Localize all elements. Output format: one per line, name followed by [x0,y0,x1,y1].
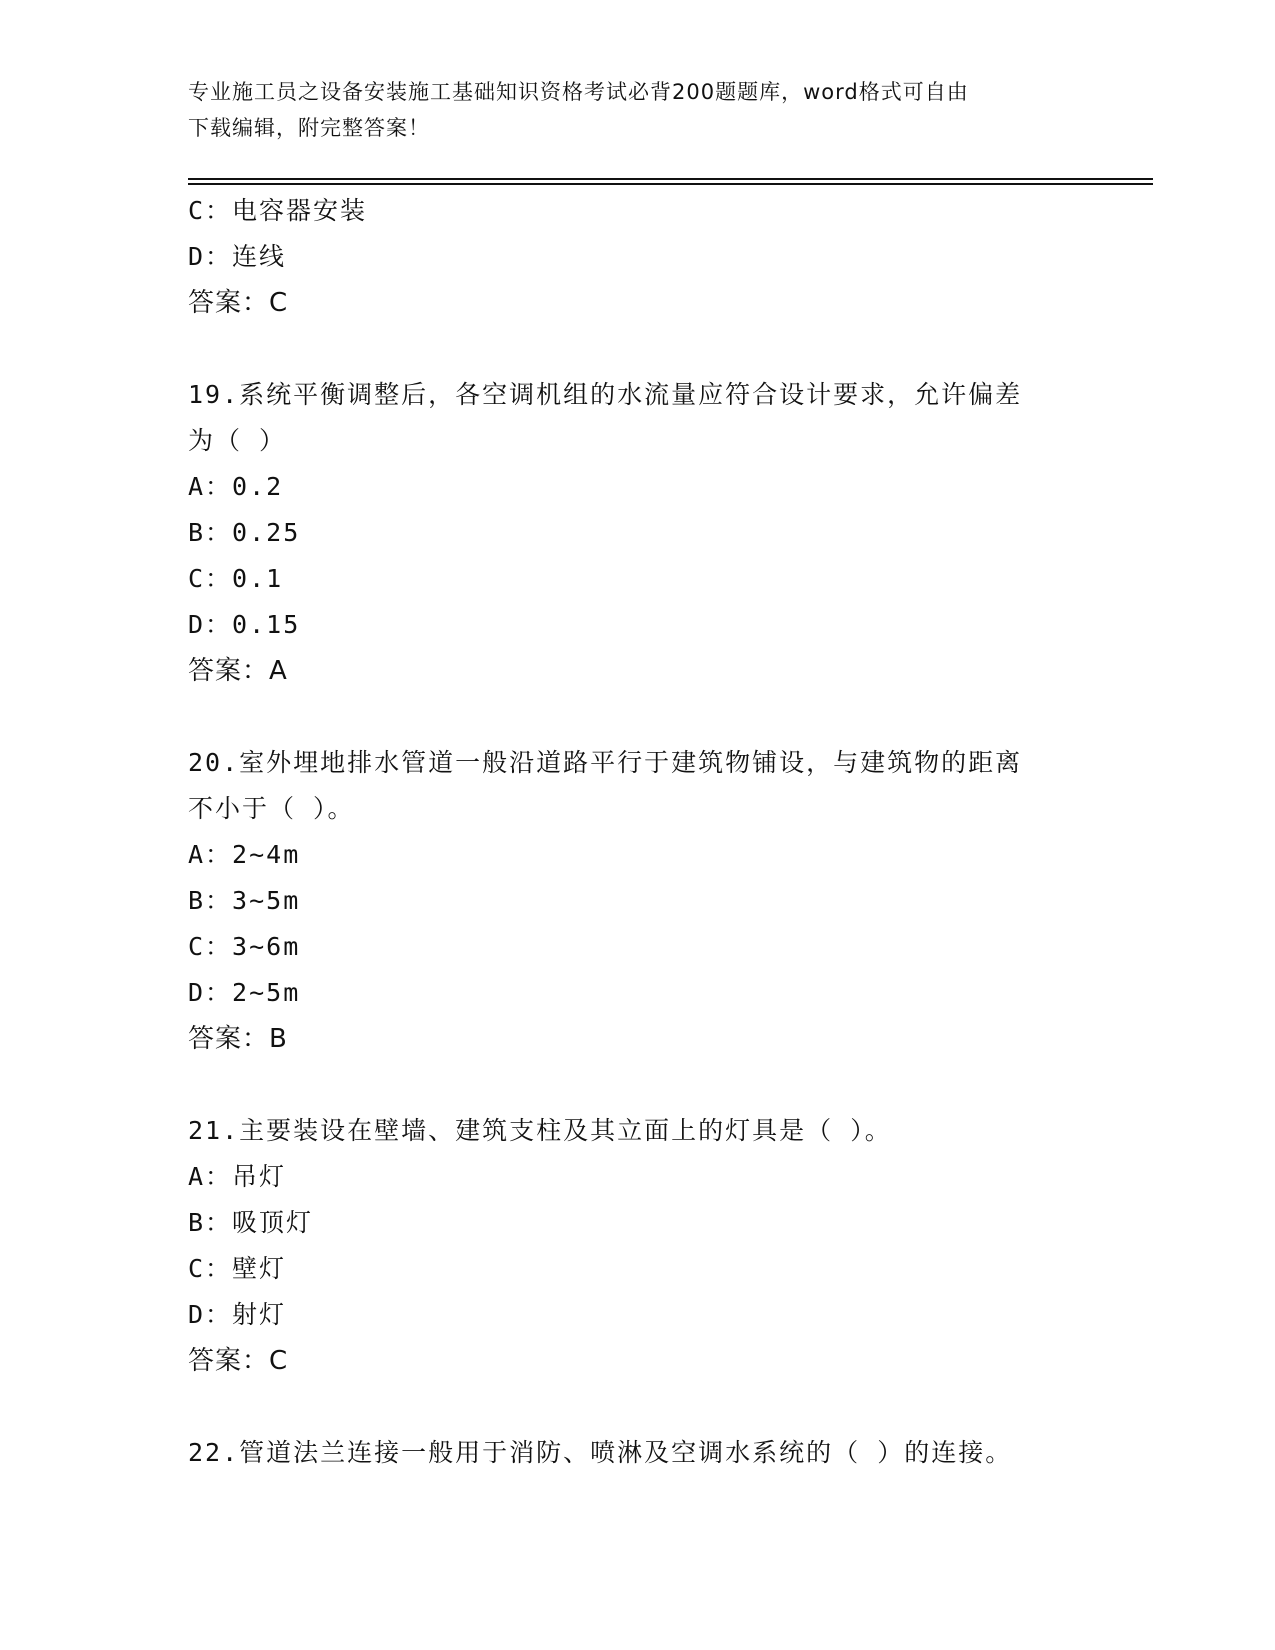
question-21-stem-1: 21.主要装设在壁墙、建筑支柱及其立面上的灯具是（ ）。 [188,1116,892,1145]
question-21-option-a: A：吊灯 [188,1162,287,1191]
question-19-option-d: D：0.15 [188,610,301,639]
question-19-answer: 答案：A [188,656,288,686]
question-19-option-b: B：0.25 [188,518,301,547]
question-20-option-b: B：3~5m [188,886,301,915]
option-c: C：电容器安装 [188,196,368,225]
header-divider-top [188,178,1153,180]
question-21-option-c: C：壁灯 [188,1254,287,1283]
spacer [188,694,1108,740]
spacer [188,1062,1108,1108]
question-21-option-d: D：射灯 [188,1300,287,1329]
question-19-stem-1: 19.系统平衡调整后，各空调机组的水流量应符合设计要求，允许偏差 [188,380,1023,409]
question-20-stem-1: 20.室外埋地排水管道一般沿道路平行于建筑物铺设，与建筑物的距离 [188,748,1023,777]
question-22-stem-1: 22.管道法兰连接一般用于消防、喷淋及空调水系统的（ ）的连接。 [188,1438,1013,1467]
question-20-answer: 答案：B [188,1024,288,1054]
question-20-stem-2: 不小于（ ）。 [188,794,355,823]
question-21-option-b: B：吸顶灯 [188,1208,314,1237]
spacer [188,326,1108,372]
question-20-option-d: D：2~5m [188,978,301,1007]
question-21-answer: 答案：C [188,1346,289,1376]
question-20-option-a: A：2~4m [188,840,301,869]
header-line-1: 专业施工员之设备安装施工基础知识资格考试必背200题题库，word格式可自由 [188,80,969,104]
document-header [188,74,1088,146]
answer-line: 答案：C [188,288,289,318]
option-d: D：连线 [188,242,287,271]
header-divider-bottom [188,183,1153,185]
question-20-option-c: C：3~6m [188,932,301,961]
question-19-option-a: A：0.2 [188,472,284,501]
spacer [188,1384,1108,1430]
header-line-2: 下载编辑，附完整答案！ [188,116,430,140]
question-list [188,188,1108,1476]
question-19-stem-2: 为（ ） [188,426,287,455]
question-19-option-c: C：0.1 [188,564,284,593]
